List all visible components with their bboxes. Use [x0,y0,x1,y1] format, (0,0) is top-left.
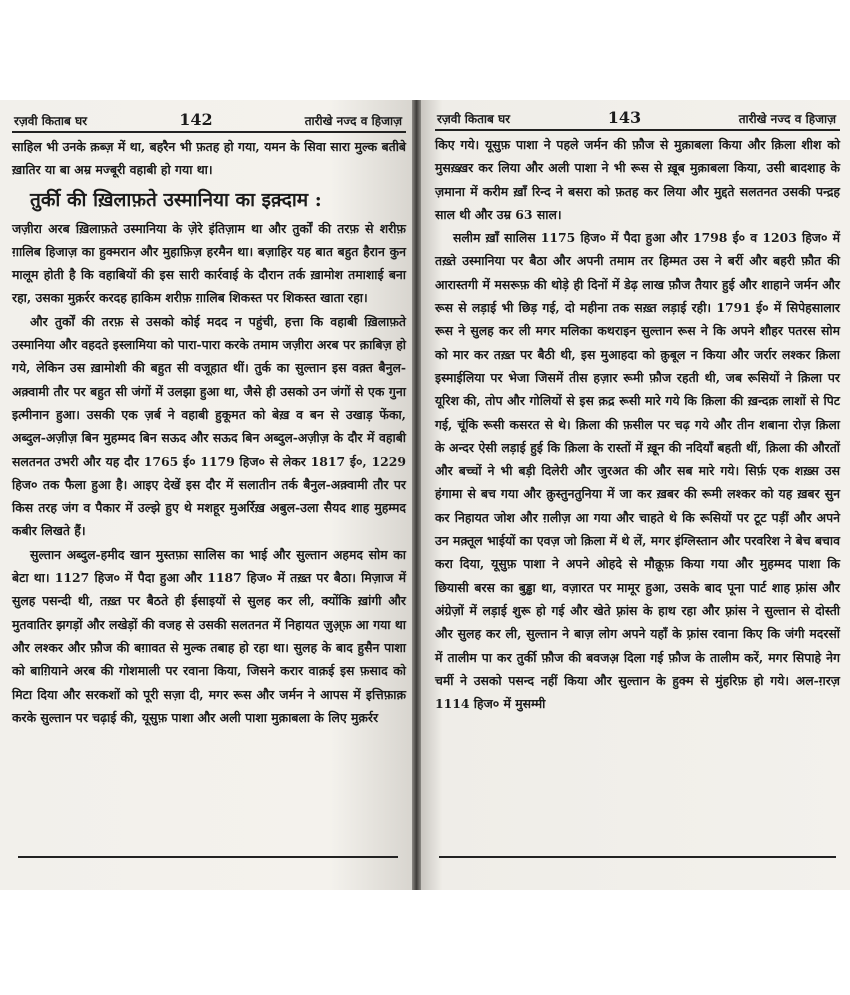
book-title: तारीखे नज्द व हिजाज़ [738,112,836,126]
footer-rule [18,856,398,858]
paragraph: सलीम ख़ाँ सालिस 1175 हिज० में पैदा हुआ और 1798 ई० व 1203 हिज० में तख़्ते उस्मानिया पर बैठा और अपनी तमाम तर हिम्मत उस ने बर्री और बहरी फ़ौत की आरास्तगी में मसरूफ़ की थोड़े ही दिनों में डेढ़ लाख फ़ौज तैयार हुई और शाहाने जर्मन और रूस से लड़ाई भी छिड़ गई, दो महीना तक सख़्त लड़ाई रही। 1791 ई० में सिपेहसालार रूस ने सुलह कर ली मगर मलिका कथराइन सुल्तान रूस ने कि अपने शौहर पतरस सोम को मार कर तख़्त पर बैठी थी, इस मुआहदा को क़ुबूल न किया और जर्रार लश्कर क़िला इस्माईलिया पर भेजा जिसमें तीस हज़ार रूमी फ़ौज रहती थी, जब रूसियों ने क़िला पर यूरिश की, तोप और गोलियों से इस क़द्र रूसी मारे गये कि क़िला की ख़न्दक़ लाशों से पिट गई, चूंकि रूसी कसरत से थे। क़िला की फ़सील पर चढ़ गये और तीन शबाना रोज़ क़िला के अन्दर ऐसी लड़ाई हुई कि क़िला के रास्तों में ख़ून की नदियाँ बहती थीं, क़िला की औरतों और बच्चों ने भी बड़ी दिलेरी और जुरअत की और सब मारे गये। सिर्फ़ एक शख़्स उस हंगामा से बच गया और क़ुस्तुनतुनिया में जा कर ख़बर की रूमी लश्कर को यह ख़बर सुन कर निहायत जोश और ग़लीज़ आ गया और चाहते थे कि रूसियों पर टूट पड़ीं और अपने उन मक़्तूल भाईयों का एवज़ जो क़िला में थे लें, मगर इंग्लिस्तान और परवरिश ने बेच बचाव करा दिया, यूसुफ़ पाशा ने अपने ओहदे से मौक़ूफ़ किया गया और मुहम्मद पाशा कि छियासी बरस का बुड्ढा था, वज़ारत पर मामूर हुआ, उसके बाद पूना पार्ट शाह फ़्रांस और अंग्रेज़ों में लड़ाई शुरू हो गई और खेते फ़्रांस के हाथ रहा और फ़्रांस ने सुल्तान से दोस्ती और सुलह कर ली, सुल्तान ने बाज़ लोग अपने यहाँ के फ़्रांस रवाना किए कि जंगी मदरसों में तालीम पा कर तुर्की फ़ौज की बवजअ़ दिला गई फ़ौज के तालीम करें, मगर सिपाहे नेग चर्मी ने उसको पसन्द नहीं किया और सुल्तान के हुक्म से मुंहरिफ़ हो गये। अल-ग़रज़ 1114 हिज० में मुसम्मी [435,230,840,712]
footer-rule [439,856,836,858]
paragraph: किए गये। यूसुफ़ पाशा ने पहले जर्मन की फ़ौज से मुक़ाबला किया और क़िला शीश को मुसख़्ख़र कर लिया और अली पाशा ने भी रूस से ख़ूब मुक़ाबला किया, उसी बादशाह के ज़माना में करीम ख़ाँ रिन्द ने बसरा को फ़तह कर लिया और मुद्दते सलतनत उसकी पन्द्रह साल थी और उम्र 63 साल। [435,137,840,222]
page-header [12,110,406,133]
paragraph: सुल्तान अब्दुल-हमीद खान मुस्तफ़ा सालिस का भाई और सुल्तान अहमद सोम का बेटा था। 1127 हिज० में पैदा हुआ और 1187 हिज० में तख़्त पर बैठा। मिज़ाज में सुलह पसन्दी थी, तख़्त पर बैठते ही ईसाइयों से सुलह कर ली, क्योंकि ख़ांगी और मुतवातिर झगड़ों और लखेड़ों की वजह से उसकी सलतनत में निहायत ज़ुअ़्फ़ आ गया था और लश्कर और फ़ौज की बग़ावत से मुल्क तबाह हो रहा था। सुलह के बाद हुसैन पाशा को बाग़ियाने अरब की गोशमाली पर रवाना किया, जिसने करार वाक़ई इस फ़साद को मिटा दिया और सरकशों को पूरी सज़ा दी, मगर रूस और जर्मन ने आपस में इत्तिफ़ाक़ करके सुल्तान पर चढ़ाई की, यूसुफ़ पाशा और अली पाशा मुक़ाबला के लिए मुक़र्रर [12,546,406,725]
page-body [435,133,840,715]
book-title: तारीखे नज्द व हिजाज़ [304,114,402,128]
page-number: 143 [607,108,642,127]
book-spine [412,100,421,890]
paragraph: और तुर्कों की तरफ़ से उसको कोई मदद न पहुंची, हत्ता कि वहाबी ख़िलाफ़ते उस्मानिया और वहदते इस्लामिया को पारा-पारा करके तमाम जज़ीरा अरब पर क़ाबिज़ हो गये, लेकिन उस ख़ामोशी की बहुत सी वजूहात थीं। तुर्क का सुल्तान इस वक़्त बैनुल-अक़्वामी तौर पर बहुत सी जंगों में उलझा हुआ था, जैसे ही उसको उन जंगों से एक गुना इत्मीनान हुआ। उसकी एक ज़र्ब ने वहाबी हुकूमत को बेख़ व बन से उखाड़ फेंका, अब्दुल-अज़ीज़ बिन मुहम्मद बिन सऊद और सऊद बिन अब्दुल-अज़ीज़ के दौर में वहाबी सलतनत उभरी और यह दौर 1765 ई० 1179 हिज० से लेकर 1817 ई०, 1229 हिज० तक फैला हुआ है। आइए देखें इस दौर में सलातीन तर्क बैनुल-अक़्वामी तौर पर किस तरह जंग व पैकार में उल्झे हुए थे मशहूर मुअर्रिख़ अबुल-उला सैयद शाह मुहम्मद कबीर लिखते हैं। [12,313,406,539]
left-page [0,100,412,890]
paragraph: साहिल भी उनके क़ब्ज़ में था, बहरैन भी फ़तह हो गया, यमन के सिवा सारा मुल्क बतीबे ख़ातिर या बा अम्र मज्बूरी वहाबी हो गया था। [12,139,406,178]
open-book [0,100,850,890]
publisher-name: रज़वी किताब घर [437,112,511,126]
page-number: 142 [179,110,213,129]
page-body [12,135,406,729]
publisher-name: रज़वी किताब घर [14,114,88,128]
page-header [435,108,840,131]
right-page [421,100,850,890]
paragraph: जज़ीरा अरब ख़िलाफ़ते उस्मानिया के ज़ेरे इंतिज़ाम था और तुर्कों की तरफ़ से शरीफ़ ग़ालिब हिजाज़ का हुक्मरान और मुहाफ़िज़ हरमैन था। बज़ाहिर यह बात बहुत हैरान कुन मालूम होती है कि वहाबियों की इस सारी कार्रवाई के दौरान तर्क ख़ामोश तमाशाई बना रहा, उसका मुक़र्रर करदह हाकिम शरीफ़ ग़ालिब शिकस्त पर शिकस्त खाता रहा। [12,220,406,306]
section-heading: तुर्की की ख़िलाफ़ते उस्मानिया का इक़्दाम : [30,188,322,211]
